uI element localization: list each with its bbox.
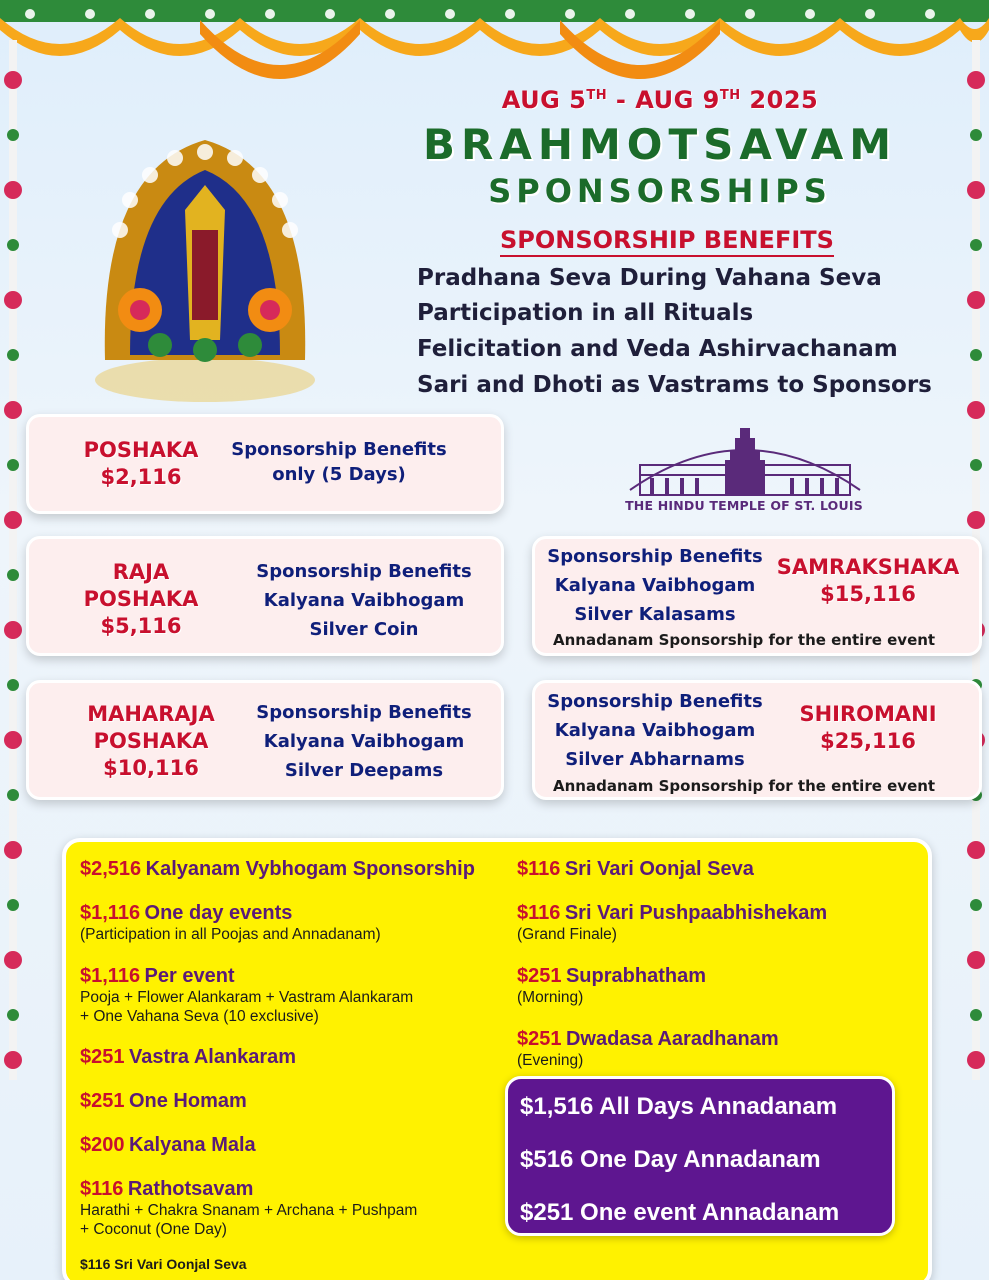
benefit-line: Participation in all Rituals bbox=[417, 300, 754, 326]
benefit-line: Sari and Dhoti as Vastrams to Sponsors bbox=[417, 372, 932, 398]
tier-name: POSHAKA $2,116 bbox=[83, 438, 199, 489]
list-item: $1,116 One day events (Participation in all Poojas and Annadanam) bbox=[80, 902, 381, 943]
list-item: $200 Kalyana Mala bbox=[80, 1134, 256, 1156]
footnote: $116 Sri Vari Oonjal Seva bbox=[80, 1256, 247, 1272]
tier-benefits: Sponsorship Benefits only (5 Days) bbox=[231, 439, 447, 485]
flower-garland-left bbox=[0, 40, 26, 1080]
tier-card-samrakshaka bbox=[532, 536, 982, 656]
benefit-line: Felicitation and Veda Ashirvachanam bbox=[417, 336, 898, 362]
tier-note: Annadanam Sponsorship for the entire event bbox=[553, 631, 936, 649]
list-item: $251 Vastra Alankaram bbox=[80, 1046, 297, 1068]
deity-image bbox=[60, 110, 350, 410]
list-item: $251 Dwadasa Aaradhanam (Evening) bbox=[517, 1028, 779, 1069]
annadanam-item: $251 One event Annadanam bbox=[520, 1199, 840, 1226]
annadanam-item: $1,516 All Days Annadanam bbox=[520, 1093, 838, 1120]
list-item: $116 Sri Vari Pushpaabhishekam (Grand Finale) bbox=[517, 902, 828, 943]
list-item: $251 One Homam bbox=[80, 1090, 247, 1112]
list-item: $116 Sri Vari Oonjal Seva bbox=[517, 858, 754, 880]
temple-name: THE HINDU TEMPLE OF ST. LOUIS bbox=[625, 498, 863, 513]
benefits-heading: SPONSORSHIP BENEFITS bbox=[500, 226, 834, 257]
annadanam-box bbox=[505, 1076, 895, 1236]
tier-benefits: Sponsorship Benefits Kalyana Vaibhogam Silver Kalasams bbox=[547, 546, 763, 625]
tier-name: RAJA POSHAKA $5,116 bbox=[83, 560, 199, 638]
tier-name: SHIROMANI $25,116 bbox=[799, 702, 937, 753]
list-item: $1,116 Per event Pooja + Flower Alankaram + Vastram Alankaram + One Vahana Seva (10 exclusive) bbox=[80, 965, 414, 1025]
tier-card-shiromani bbox=[532, 680, 982, 800]
tier-name: SAMRAKSHAKA $15,116 bbox=[776, 555, 960, 606]
tier-benefits: Sponsorship Benefits Kalyana Vaibhogam Silver Deepams bbox=[256, 702, 472, 781]
list-item: $251 Suprabhatham (Morning) bbox=[517, 965, 706, 1006]
tier-card-poshaka bbox=[26, 414, 504, 514]
list-item: $2,516 Kalyanam Vybhogam Sponsorship bbox=[80, 858, 475, 880]
annadanam-item: $516 One Day Annadanam bbox=[520, 1146, 821, 1173]
tier-card-raja-poshaka bbox=[26, 536, 504, 656]
tier-benefits: Sponsorship Benefits Kalyana Vaibhogam Silver Coin bbox=[256, 561, 472, 640]
tier-name: MAHARAJA POSHAKA $10,116 bbox=[87, 702, 215, 780]
event-subtitle: SPONSORSHIPS bbox=[488, 172, 832, 210]
tier-benefits: Sponsorship Benefits Kalyana Vaibhogam Silver Abharnams bbox=[547, 691, 763, 770]
event-title: BRAHMOTSAVAM bbox=[422, 120, 897, 169]
list-item: $116 Rathotsavam Harathi + Chakra Snanam + Archana + Pushpam + Coconut (One Day) bbox=[80, 1178, 418, 1238]
event-dates: AUG 5TH - AUG 9TH 2025 bbox=[501, 86, 819, 114]
tier-card-maharaja-poshaka bbox=[26, 680, 504, 800]
tier-note: Annadanam Sponsorship for the entire event bbox=[553, 777, 936, 795]
benefit-line: Pradhana Seva During Vahana Seva bbox=[417, 265, 882, 291]
